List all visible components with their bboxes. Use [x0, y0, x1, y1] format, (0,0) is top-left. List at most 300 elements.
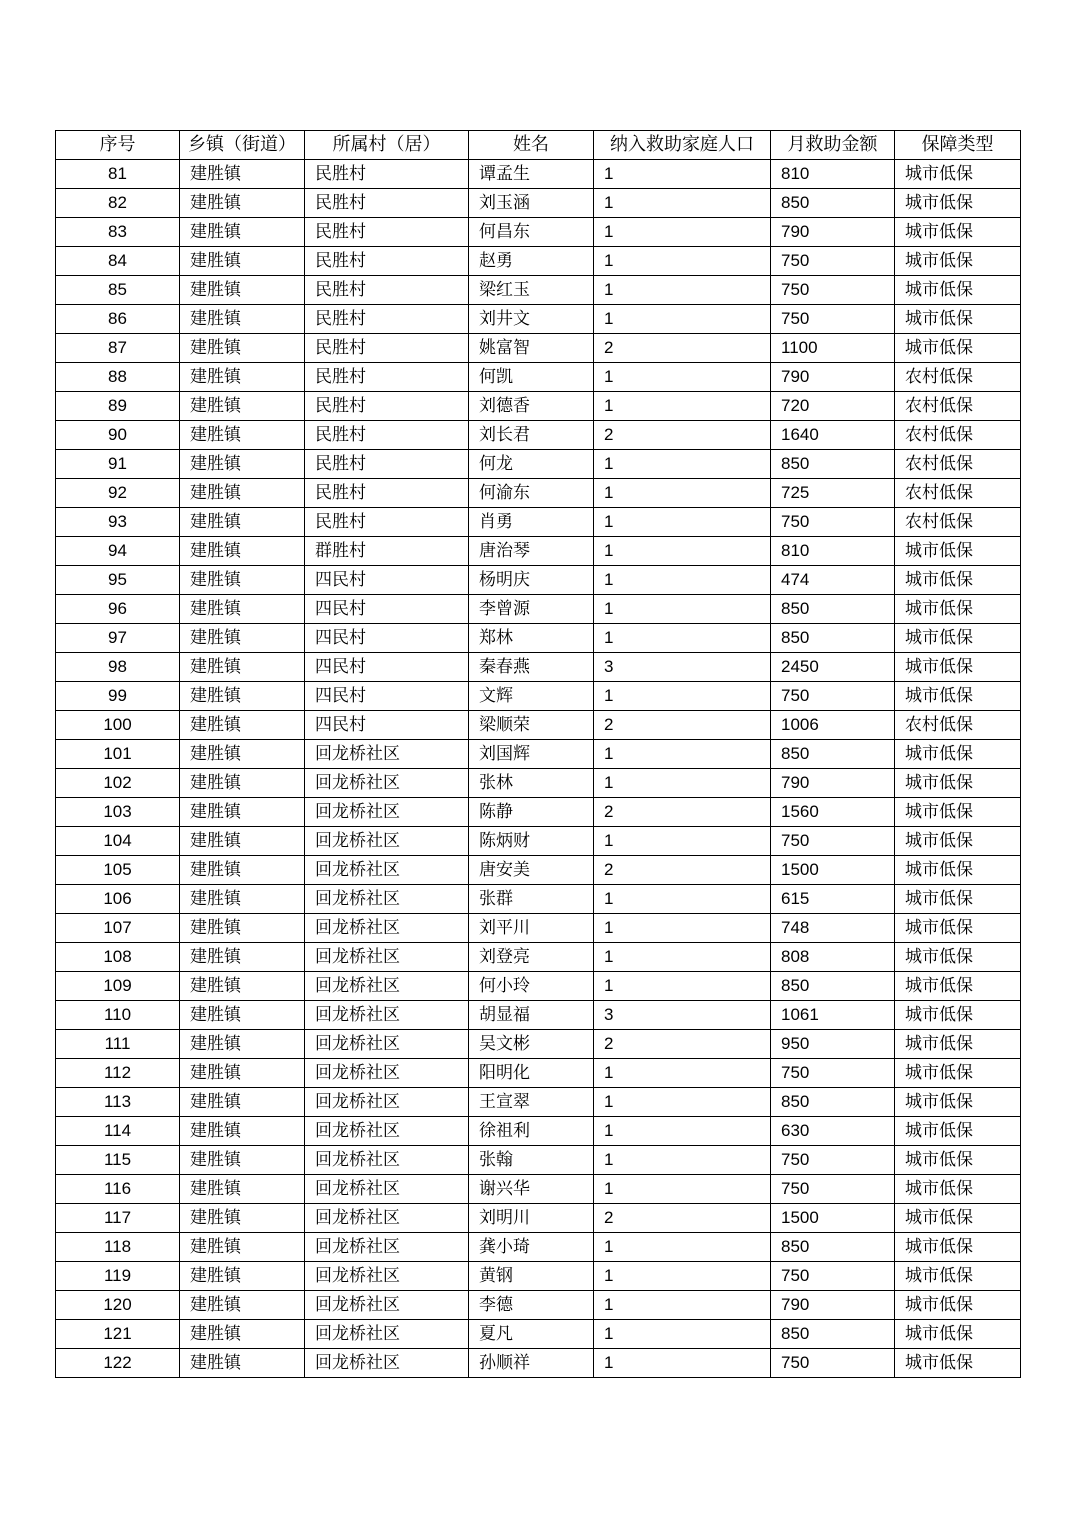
- cell-household-size: 2: [594, 856, 771, 885]
- cell-monthly-amount: 1500: [771, 1204, 895, 1233]
- cell-serial-number: 83: [56, 218, 180, 247]
- cell-monthly-amount: 850: [771, 624, 895, 653]
- cell-assistance-type: 城市低保: [895, 827, 1021, 856]
- cell-monthly-amount: 725: [771, 479, 895, 508]
- table-row: [56, 711, 1021, 740]
- cell-household-size: 2: [594, 1030, 771, 1059]
- cell-household-size: 1: [594, 363, 771, 392]
- table-row: [56, 334, 1021, 363]
- cell-village: 回龙桥社区: [305, 769, 469, 798]
- cell-serial-number: 85: [56, 276, 180, 305]
- cell-monthly-amount: 850: [771, 1233, 895, 1262]
- cell-household-size: 1: [594, 595, 771, 624]
- cell-township: 建胜镇: [180, 247, 305, 276]
- cell-monthly-amount: 1500: [771, 856, 895, 885]
- cell-village: 民胜村: [305, 363, 469, 392]
- cell-serial-number: 87: [56, 334, 180, 363]
- cell-monthly-amount: 1100: [771, 334, 895, 363]
- cell-household-size: 1: [594, 1117, 771, 1146]
- cell-township: 建胜镇: [180, 1117, 305, 1146]
- cell-assistance-type: 农村低保: [895, 508, 1021, 537]
- cell-village: 回龙桥社区: [305, 1349, 469, 1378]
- cell-township: 建胜镇: [180, 682, 305, 711]
- cell-assistance-type: 城市低保: [895, 1030, 1021, 1059]
- table-row: [56, 972, 1021, 1001]
- cell-township: 建胜镇: [180, 537, 305, 566]
- cell-serial-number: 94: [56, 537, 180, 566]
- cell-township: 建胜镇: [180, 711, 305, 740]
- cell-township: 建胜镇: [180, 1001, 305, 1030]
- cell-household-size: 1: [594, 682, 771, 711]
- table-row: [56, 798, 1021, 827]
- cell-village: 回龙桥社区: [305, 740, 469, 769]
- cell-monthly-amount: 750: [771, 1349, 895, 1378]
- cell-name: 刘明川: [469, 1204, 594, 1233]
- cell-household-size: 1: [594, 392, 771, 421]
- cell-name: 胡显福: [469, 1001, 594, 1030]
- cell-name: 陈炳财: [469, 827, 594, 856]
- cell-serial-number: 119: [56, 1262, 180, 1291]
- cell-assistance-type: 城市低保: [895, 1320, 1021, 1349]
- cell-serial-number: 114: [56, 1117, 180, 1146]
- cell-household-size: 1: [594, 885, 771, 914]
- cell-township: 建胜镇: [180, 1030, 305, 1059]
- table-row: [56, 914, 1021, 943]
- cell-household-size: 3: [594, 1001, 771, 1030]
- cell-serial-number: 100: [56, 711, 180, 740]
- cell-name: 徐祖利: [469, 1117, 594, 1146]
- cell-assistance-type: 城市低保: [895, 595, 1021, 624]
- cell-assistance-type: 城市低保: [895, 566, 1021, 595]
- table-row: [56, 682, 1021, 711]
- cell-township: 建胜镇: [180, 1233, 305, 1262]
- cell-township: 建胜镇: [180, 1262, 305, 1291]
- table-row: [56, 1146, 1021, 1175]
- cell-village: 回龙桥社区: [305, 914, 469, 943]
- cell-household-size: 1: [594, 1262, 771, 1291]
- cell-household-size: 1: [594, 537, 771, 566]
- cell-village: 回龙桥社区: [305, 885, 469, 914]
- cell-serial-number: 103: [56, 798, 180, 827]
- cell-monthly-amount: 750: [771, 1175, 895, 1204]
- cell-assistance-type: 城市低保: [895, 1001, 1021, 1030]
- cell-township: 建胜镇: [180, 1059, 305, 1088]
- cell-township: 建胜镇: [180, 769, 305, 798]
- cell-assistance-type: 城市低保: [895, 653, 1021, 682]
- cell-village: 民胜村: [305, 218, 469, 247]
- cell-serial-number: 89: [56, 392, 180, 421]
- cell-assistance-type: 城市低保: [895, 1204, 1021, 1233]
- cell-household-size: 1: [594, 769, 771, 798]
- table-row: [56, 363, 1021, 392]
- cell-township: 建胜镇: [180, 1088, 305, 1117]
- cell-name: 何凯: [469, 363, 594, 392]
- cell-serial-number: 105: [56, 856, 180, 885]
- cell-assistance-type: 城市低保: [895, 1175, 1021, 1204]
- cell-monthly-amount: 790: [771, 218, 895, 247]
- cell-assistance-type: 城市低保: [895, 682, 1021, 711]
- cell-household-size: 1: [594, 943, 771, 972]
- header-township: 乡镇（街道）: [180, 131, 305, 160]
- cell-village: 回龙桥社区: [305, 1146, 469, 1175]
- cell-household-size: 1: [594, 189, 771, 218]
- cell-household-size: 1: [594, 508, 771, 537]
- cell-serial-number: 96: [56, 595, 180, 624]
- cell-assistance-type: 城市低保: [895, 769, 1021, 798]
- cell-monthly-amount: 750: [771, 827, 895, 856]
- cell-serial-number: 113: [56, 1088, 180, 1117]
- table-row: [56, 856, 1021, 885]
- cell-monthly-amount: 750: [771, 276, 895, 305]
- cell-township: 建胜镇: [180, 1204, 305, 1233]
- cell-household-size: 1: [594, 1233, 771, 1262]
- cell-assistance-type: 城市低保: [895, 1291, 1021, 1320]
- table-row: [56, 624, 1021, 653]
- cell-household-size: 2: [594, 798, 771, 827]
- cell-township: 建胜镇: [180, 421, 305, 450]
- cell-household-size: 1: [594, 450, 771, 479]
- cell-name: 谭孟生: [469, 160, 594, 189]
- cell-monthly-amount: 750: [771, 247, 895, 276]
- cell-serial-number: 104: [56, 827, 180, 856]
- cell-monthly-amount: 750: [771, 1059, 895, 1088]
- cell-village: 民胜村: [305, 189, 469, 218]
- cell-household-size: 1: [594, 1175, 771, 1204]
- cell-monthly-amount: 748: [771, 914, 895, 943]
- cell-village: 民胜村: [305, 508, 469, 537]
- table-row: [56, 1204, 1021, 1233]
- cell-township: 建胜镇: [180, 827, 305, 856]
- cell-township: 建胜镇: [180, 508, 305, 537]
- table-row: [56, 305, 1021, 334]
- cell-assistance-type: 城市低保: [895, 1262, 1021, 1291]
- cell-serial-number: 120: [56, 1291, 180, 1320]
- cell-name: 何昌东: [469, 218, 594, 247]
- cell-assistance-type: 城市低保: [895, 276, 1021, 305]
- cell-township: 建胜镇: [180, 740, 305, 769]
- cell-monthly-amount: 790: [771, 363, 895, 392]
- cell-name: 谢兴华: [469, 1175, 594, 1204]
- cell-village: 民胜村: [305, 276, 469, 305]
- cell-serial-number: 81: [56, 160, 180, 189]
- table-row: [56, 392, 1021, 421]
- cell-serial-number: 95: [56, 566, 180, 595]
- cell-village: 四民村: [305, 595, 469, 624]
- cell-household-size: 1: [594, 624, 771, 653]
- table-row: [56, 421, 1021, 450]
- cell-monthly-amount: 1006: [771, 711, 895, 740]
- cell-name: 夏凡: [469, 1320, 594, 1349]
- table-row: [56, 566, 1021, 595]
- header-assistance-type: 保障类型: [895, 131, 1021, 160]
- header-name: 姓名: [469, 131, 594, 160]
- cell-household-size: 1: [594, 1349, 771, 1378]
- cell-township: 建胜镇: [180, 160, 305, 189]
- cell-name: 刘平川: [469, 914, 594, 943]
- cell-serial-number: 106: [56, 885, 180, 914]
- cell-assistance-type: 城市低保: [895, 189, 1021, 218]
- table-row: [56, 218, 1021, 247]
- cell-serial-number: 98: [56, 653, 180, 682]
- cell-name: 郑林: [469, 624, 594, 653]
- cell-monthly-amount: 810: [771, 160, 895, 189]
- cell-township: 建胜镇: [180, 1291, 305, 1320]
- cell-village: 民胜村: [305, 334, 469, 363]
- cell-serial-number: 121: [56, 1320, 180, 1349]
- cell-serial-number: 99: [56, 682, 180, 711]
- table-row: [56, 1001, 1021, 1030]
- cell-village: 民胜村: [305, 392, 469, 421]
- cell-township: 建胜镇: [180, 363, 305, 392]
- cell-village: 回龙桥社区: [305, 1204, 469, 1233]
- cell-assistance-type: 城市低保: [895, 885, 1021, 914]
- cell-monthly-amount: 850: [771, 972, 895, 1001]
- cell-household-size: 1: [594, 305, 771, 334]
- cell-household-size: 1: [594, 740, 771, 769]
- cell-household-size: 1: [594, 1320, 771, 1349]
- cell-monthly-amount: 850: [771, 189, 895, 218]
- cell-village: 回龙桥社区: [305, 1320, 469, 1349]
- cell-serial-number: 122: [56, 1349, 180, 1378]
- table-row: [56, 189, 1021, 218]
- cell-serial-number: 84: [56, 247, 180, 276]
- cell-village: 民胜村: [305, 421, 469, 450]
- cell-name: 赵勇: [469, 247, 594, 276]
- cell-name: 王宣翠: [469, 1088, 594, 1117]
- cell-monthly-amount: 790: [771, 769, 895, 798]
- cell-assistance-type: 城市低保: [895, 624, 1021, 653]
- table-row: [56, 276, 1021, 305]
- table-row: [56, 653, 1021, 682]
- header-village: 所属村（居）: [305, 131, 469, 160]
- cell-monthly-amount: 850: [771, 1088, 895, 1117]
- cell-name: 李曾源: [469, 595, 594, 624]
- cell-township: 建胜镇: [180, 1349, 305, 1378]
- cell-household-size: 2: [594, 334, 771, 363]
- table-row: [56, 1175, 1021, 1204]
- cell-monthly-amount: 850: [771, 595, 895, 624]
- cell-monthly-amount: 850: [771, 1320, 895, 1349]
- cell-name: 何龙: [469, 450, 594, 479]
- cell-name: 何渝东: [469, 479, 594, 508]
- cell-serial-number: 107: [56, 914, 180, 943]
- cell-serial-number: 108: [56, 943, 180, 972]
- cell-village: 民胜村: [305, 479, 469, 508]
- cell-name: 黄钢: [469, 1262, 594, 1291]
- cell-serial-number: 109: [56, 972, 180, 1001]
- cell-village: 民胜村: [305, 450, 469, 479]
- cell-name: 何小玲: [469, 972, 594, 1001]
- cell-household-size: 1: [594, 218, 771, 247]
- cell-name: 梁顺荣: [469, 711, 594, 740]
- cell-village: 回龙桥社区: [305, 1088, 469, 1117]
- cell-township: 建胜镇: [180, 566, 305, 595]
- header-monthly-amount: 月救助金额: [771, 131, 895, 160]
- cell-village: 民胜村: [305, 160, 469, 189]
- cell-township: 建胜镇: [180, 624, 305, 653]
- cell-assistance-type: 城市低保: [895, 305, 1021, 334]
- cell-monthly-amount: 750: [771, 1262, 895, 1291]
- cell-household-size: 1: [594, 566, 771, 595]
- table-body: [56, 160, 1021, 1378]
- cell-monthly-amount: 750: [771, 1146, 895, 1175]
- cell-monthly-amount: 750: [771, 682, 895, 711]
- cell-household-size: 1: [594, 160, 771, 189]
- cell-assistance-type: 城市低保: [895, 537, 1021, 566]
- cell-township: 建胜镇: [180, 189, 305, 218]
- cell-serial-number: 88: [56, 363, 180, 392]
- cell-serial-number: 116: [56, 1175, 180, 1204]
- table-row: [56, 1059, 1021, 1088]
- cell-serial-number: 92: [56, 479, 180, 508]
- cell-assistance-type: 城市低保: [895, 972, 1021, 1001]
- cell-village: 回龙桥社区: [305, 1059, 469, 1088]
- table-row: [56, 1117, 1021, 1146]
- cell-township: 建胜镇: [180, 1175, 305, 1204]
- table-row: [56, 943, 1021, 972]
- cell-household-size: 1: [594, 972, 771, 1001]
- cell-serial-number: 110: [56, 1001, 180, 1030]
- cell-serial-number: 115: [56, 1146, 180, 1175]
- cell-name: 吴文彬: [469, 1030, 594, 1059]
- cell-assistance-type: 城市低保: [895, 943, 1021, 972]
- cell-serial-number: 90: [56, 421, 180, 450]
- cell-village: 回龙桥社区: [305, 1262, 469, 1291]
- cell-name: 秦春燕: [469, 653, 594, 682]
- cell-township: 建胜镇: [180, 479, 305, 508]
- cell-household-size: 1: [594, 1146, 771, 1175]
- cell-village: 四民村: [305, 653, 469, 682]
- cell-name: 肖勇: [469, 508, 594, 537]
- cell-village: 回龙桥社区: [305, 1291, 469, 1320]
- cell-household-size: 2: [594, 1204, 771, 1233]
- cell-household-size: 1: [594, 1088, 771, 1117]
- cell-name: 唐安美: [469, 856, 594, 885]
- table-row: [56, 247, 1021, 276]
- cell-assistance-type: 城市低保: [895, 218, 1021, 247]
- cell-township: 建胜镇: [180, 595, 305, 624]
- cell-monthly-amount: 790: [771, 1291, 895, 1320]
- table-row: [56, 1088, 1021, 1117]
- cell-serial-number: 91: [56, 450, 180, 479]
- cell-township: 建胜镇: [180, 972, 305, 1001]
- cell-monthly-amount: 810: [771, 537, 895, 566]
- cell-name: 张群: [469, 885, 594, 914]
- cell-township: 建胜镇: [180, 1146, 305, 1175]
- cell-name: 龚小琦: [469, 1233, 594, 1262]
- cell-assistance-type: 城市低保: [895, 1233, 1021, 1262]
- table-row: [56, 1233, 1021, 1262]
- cell-name: 梁红玉: [469, 276, 594, 305]
- cell-township: 建胜镇: [180, 276, 305, 305]
- cell-village: 回龙桥社区: [305, 1175, 469, 1204]
- cell-village: 回龙桥社区: [305, 943, 469, 972]
- cell-township: 建胜镇: [180, 885, 305, 914]
- cell-village: 回龙桥社区: [305, 972, 469, 1001]
- cell-village: 回龙桥社区: [305, 798, 469, 827]
- cell-assistance-type: 城市低保: [895, 247, 1021, 276]
- cell-name: 文辉: [469, 682, 594, 711]
- header-serial-number: 序号: [56, 131, 180, 160]
- cell-name: 刘德香: [469, 392, 594, 421]
- cell-name: 唐治琴: [469, 537, 594, 566]
- cell-village: 群胜村: [305, 537, 469, 566]
- table-row: [56, 537, 1021, 566]
- cell-assistance-type: 城市低保: [895, 740, 1021, 769]
- cell-township: 建胜镇: [180, 392, 305, 421]
- cell-township: 建胜镇: [180, 856, 305, 885]
- cell-township: 建胜镇: [180, 1320, 305, 1349]
- cell-serial-number: 118: [56, 1233, 180, 1262]
- table-row: [56, 1291, 1021, 1320]
- cell-household-size: 1: [594, 1291, 771, 1320]
- cell-assistance-type: 农村低保: [895, 479, 1021, 508]
- cell-assistance-type: 农村低保: [895, 711, 1021, 740]
- cell-monthly-amount: 850: [771, 450, 895, 479]
- cell-name: 李德: [469, 1291, 594, 1320]
- cell-name: 刘井文: [469, 305, 594, 334]
- cell-household-size: 1: [594, 247, 771, 276]
- table-row: [56, 1320, 1021, 1349]
- cell-monthly-amount: 750: [771, 305, 895, 334]
- table-row: [56, 740, 1021, 769]
- cell-monthly-amount: 750: [771, 508, 895, 537]
- cell-name: 杨明庆: [469, 566, 594, 595]
- cell-assistance-type: 城市低保: [895, 160, 1021, 189]
- cell-household-size: 2: [594, 711, 771, 740]
- table-row: [56, 479, 1021, 508]
- cell-monthly-amount: 720: [771, 392, 895, 421]
- table-row: [56, 508, 1021, 537]
- cell-assistance-type: 城市低保: [895, 1088, 1021, 1117]
- cell-township: 建胜镇: [180, 450, 305, 479]
- cell-monthly-amount: 950: [771, 1030, 895, 1059]
- cell-household-size: 2: [594, 421, 771, 450]
- cell-monthly-amount: 1560: [771, 798, 895, 827]
- cell-monthly-amount: 1061: [771, 1001, 895, 1030]
- cell-assistance-type: 农村低保: [895, 421, 1021, 450]
- table-row: [56, 1262, 1021, 1291]
- cell-monthly-amount: 2450: [771, 653, 895, 682]
- cell-monthly-amount: 808: [771, 943, 895, 972]
- cell-household-size: 1: [594, 914, 771, 943]
- cell-name: 阳明化: [469, 1059, 594, 1088]
- cell-village: 民胜村: [305, 247, 469, 276]
- cell-name: 刘国辉: [469, 740, 594, 769]
- cell-township: 建胜镇: [180, 334, 305, 363]
- cell-township: 建胜镇: [180, 653, 305, 682]
- cell-assistance-type: 城市低保: [895, 798, 1021, 827]
- table-row: [56, 595, 1021, 624]
- cell-name: 张翰: [469, 1146, 594, 1175]
- table-row: [56, 1030, 1021, 1059]
- cell-assistance-type: 城市低保: [895, 1146, 1021, 1175]
- cell-village: 四民村: [305, 624, 469, 653]
- cell-township: 建胜镇: [180, 218, 305, 247]
- cell-serial-number: 101: [56, 740, 180, 769]
- cell-serial-number: 86: [56, 305, 180, 334]
- cell-serial-number: 82: [56, 189, 180, 218]
- cell-name: 刘长君: [469, 421, 594, 450]
- cell-name: 姚富智: [469, 334, 594, 363]
- cell-serial-number: 112: [56, 1059, 180, 1088]
- cell-township: 建胜镇: [180, 914, 305, 943]
- cell-assistance-type: 城市低保: [895, 1117, 1021, 1146]
- cell-assistance-type: 城市低保: [895, 914, 1021, 943]
- cell-assistance-type: 城市低保: [895, 856, 1021, 885]
- cell-household-size: 1: [594, 479, 771, 508]
- table-row: [56, 160, 1021, 189]
